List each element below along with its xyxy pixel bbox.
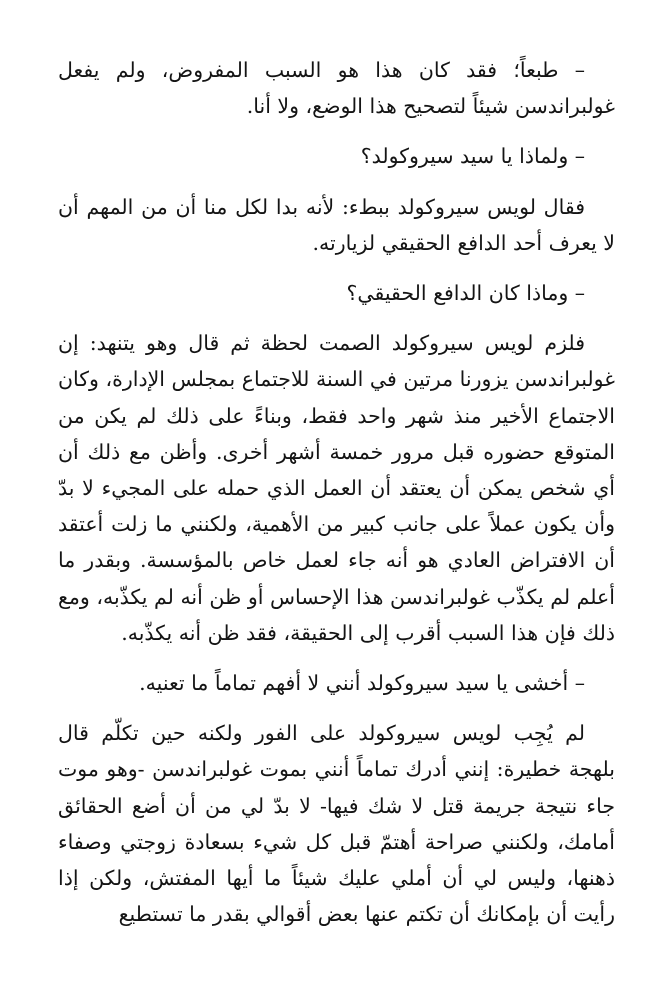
paragraph-narration: فقال لويس سيروكولد ببطء: لأنه بدا لكل منا أن من المهم أن لا يعرف أحد الدافع الحقيقي لزيارته. bbox=[58, 194, 615, 255]
paragraph-dialogue: – ولماذا يا سيد سيروكولد؟ bbox=[360, 144, 585, 169]
page-text bbox=[58, 52, 615, 932]
paragraph-narration: لم يُجِب لويس سيروكولد على الفور ولكنه حين تكلّم قال بلهجة خطيرة: إنني أدرك تماماً أنني بموت غولبراندسن -وهو موت جاء نتيجة جريمة قتل لا شك فيها- لا بدّ لي من أن أضع الحقائق أمامك، ولكنني صراحة أهتمّ قبل كل شيء بسعادة زوجتي وصفاء ذهنها، وليس لي أن أملي عليك شيئاً ما أيها المفتش، ولكن إذا رأيت أن بإمكانك أن تكتم عنها بعض أقوالي بقدر ما تستطيع bbox=[58, 721, 615, 927]
paragraph-dialogue: – طبعاً؛ فقد كان هذا هو السبب المفروض، ولم يفعل غولبراندسن شيئاً لتصحيح هذا الوضع، ولا أنا. bbox=[58, 58, 615, 119]
paragraph-dialogue: – وماذا كان الدافع الحقيقي؟ bbox=[346, 281, 585, 306]
paragraph-dialogue: – أخشى يا سيد سيروكولد أنني لا أفهم تماماً ما تعنيه. bbox=[139, 671, 585, 696]
paragraph-narration: فلزم لويس سيروكولد الصمت لحظة ثم قال وهو يتنهد: إن غولبراندسن يزورنا مرتين في السنة للاجتماع بمجلس الإدارة، وكان الاجتماع الأخير منذ شهر واحد فقط، وبناءً على ذلك لم يكن من المتوقع حضوره قبل مرور خمسة أشهر أخرى. وأظن مع ذلك أن أي شخص يمكن أن يعتقد أن العمل الذي حمله على المجيء لا بدّ وأن يكون عملاً على جانب كبير من الأهمية، ولكنني ما زلت أعتقد أن الافتراض العادي هو أنه جاء لعمل خاص بالمؤسسة. وبقدر ما أعلم لم يكذّب غولبراندسن هذا الإحساس أو ظن أنه لم يكذّبه، ومع ذلك فإن هذا السبب أقرب إلى الحقيقة، فقد ظن أنه يكذّبه. bbox=[58, 331, 615, 645]
